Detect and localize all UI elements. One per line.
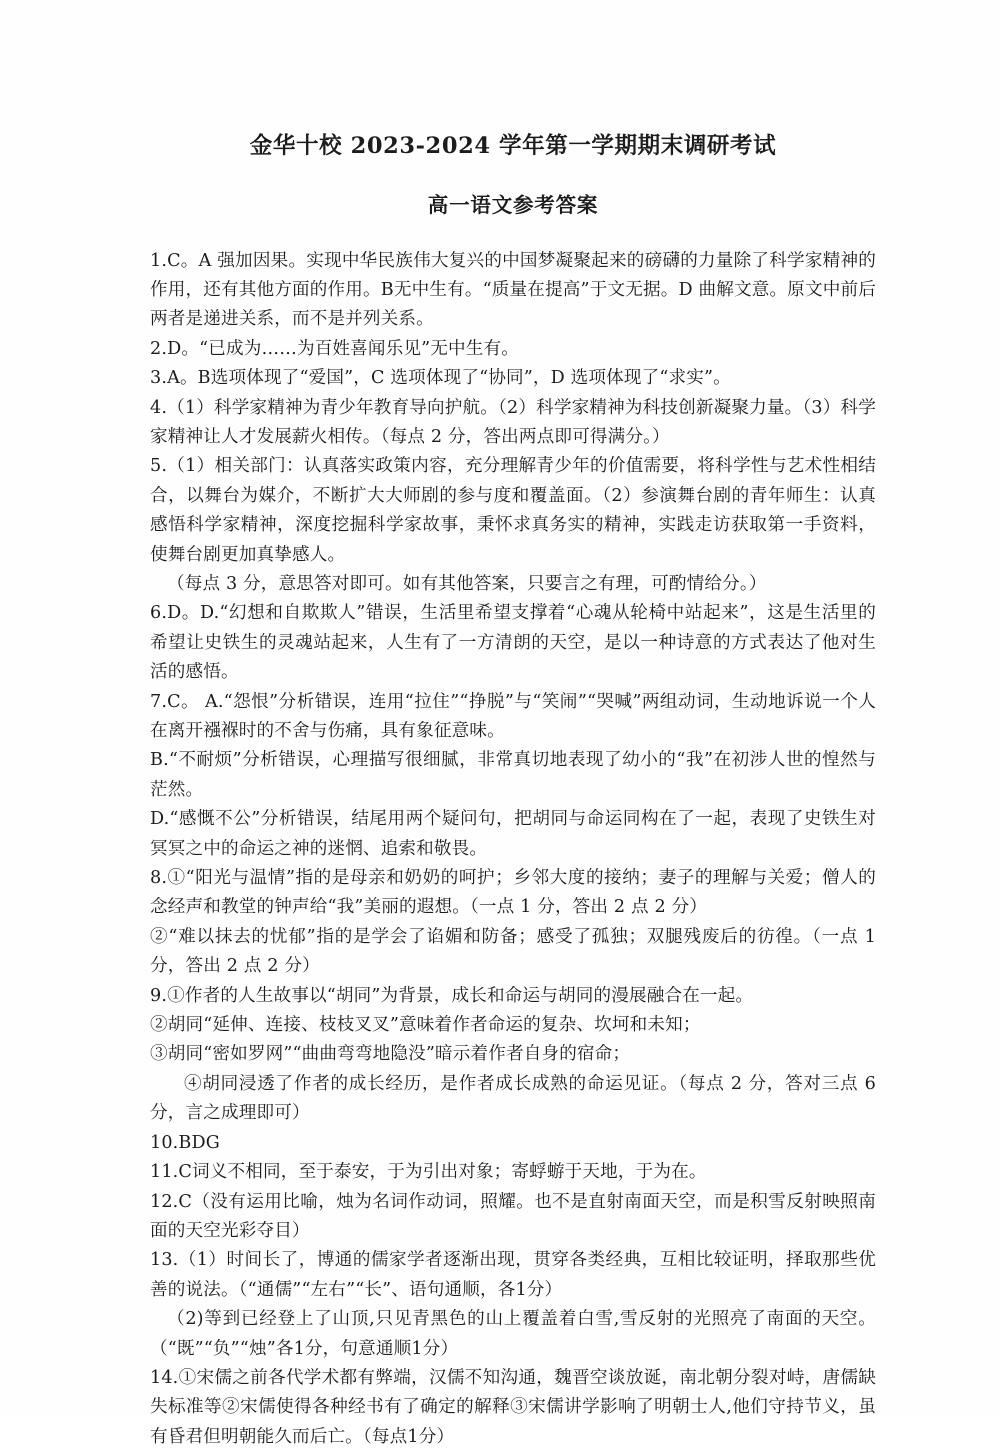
answer-item: D.“感慨不公”分析错误，结尾用两个疑问句，把胡同与命运同构在了一起，表现了史铁生对冥冥之中的命运之神的迷惘、追索和敬畏。 [150,805,876,864]
answer-item: 13.（1）时间长了，博通的儒家学者逐渐出现，贯穿各类经典，互相比较证明，择取那些优善的说法。（“通儒”“左右”“长”、语句通顺，各1分） [150,1246,876,1305]
answer-item: 4.（1）科学家精神为青少年教育导向护航。（2）科学家精神为科技创新凝聚力量。（3）科学家精神让人才发展薪火相传。（每点 2 分，答出两点即可得满分。） [150,394,876,453]
answer-item: ②“难以抹去的忧郁”指的是学会了谄媚和防备；感受了孤独；双腿残废后的彷徨。（一点 1 分，答出 2 点 2 分） [150,923,876,982]
answer-item: ④胡同浸透了作者的成长经历，是作者成长成熟的命运见证。（每点 2 分，答对三点 6 分，言之成理即可） [150,1070,876,1129]
answer-item: 14.①宋儒之前各代学术都有弊端，汉儒不知沟通，魏晋空谈放诞，南北朝分裂对峙，唐儒缺失标准等②宋儒使得各种经书有了确定的解释③宋儒讲学影响了明朝士人,他们守持节义，虽有昏君但明朝能久而后亡。（每点1分） [150,1364,876,1452]
title-block [150,0,876,221]
answer-item: 6.D。D.“幻想和自欺欺人”错误，生活里希望支撑着“心魂从轮椅中站起来”，这是生活里的希望让史铁生的灵魂站起来，人生有了一方清朗的天空，是以一种诗意的方式表达了他对生活的感悟。 [150,599,876,687]
answer-item: 2.D。“已成为……为百姓喜闻乐见”无中生有。 [150,335,876,364]
answer-item: 11.C词义不相同，至于泰安，于为引出对象；寄蜉蝣于天地，于为在。 [150,1158,876,1187]
answer-item: 3.A。B选项体现了“爱国”，C 选项体现了“协同”，D 选项体现了“求实”。 [150,364,876,393]
answer-item: 12.C（没有运用比喻，烛为名词作动词，照耀。也不是直射南面天空，而是积雪反射映照南面的天空光彩夺目） [150,1188,876,1247]
page-subtitle: 高一语文参考答案 [150,190,876,221]
page-content [150,0,876,1452]
answer-item: 8.①“阳光与温情”指的是母亲和奶奶的呵护；乡邻大度的接纳；妻子的理解与关爱；僧人的念经声和教堂的钟声给“我”美丽的遐想。（一点 1 分，答出 2 点 2 分） [150,864,876,923]
answer-item: B.“不耐烦”分析错误，心理描写很细腻，非常真切地表现了幼小的“我”在初涉人世的惶然与茫然。 [150,746,876,805]
answer-list [150,247,876,1452]
answer-item: 9.①作者的人生故事以“胡同”为背景，成长和命运与胡同的漫展融合在一起。 [150,982,876,1011]
page-title: 金华十校 2023-2024 学年第一学期期末调研考试 [150,130,876,164]
answer-item: 7.C。 A.“怨恨”分析错误，连用“拉住”“挣脱”与“笑闹”“哭喊”两组动词，生动地诉说一个人在离开襁褓时的不舍与伤痛，具有象征意味。 [150,688,876,747]
answer-item: ③胡同“密如罗网”“曲曲弯弯地隐没”暗示着作者自身的宿命； [150,1040,876,1069]
answer-item: （2)等到已经登上了山顶,只见青黑色的山上覆盖着白雪,雪反射的光照亮了南面的天空。（“既”“负”“烛”各1分，句意通顺1分） [150,1305,876,1364]
answer-item: （每点 3 分，意思答对即可。如有其他答案，只要言之有理，可酌情给分。） [150,570,876,599]
answer-item: 10.BDG [150,1129,876,1158]
answer-item: 5.（1）相关部门：认真落实政策内容，充分理解青少年的价值需要，将科学性与艺术性相结合，以舞台为媒介，不断扩大大师剧的参与度和覆盖面。（2）参演舞台剧的青年师生：认真感悟科学家精神，深度挖掘科学家故事，秉怀求真务实的精神，实践走访获取第一手资料，使舞台剧更加真挚感人。 [150,452,876,570]
answer-item: 1.C。A 强加因果。实现中华民族伟大复兴的中国梦凝聚起来的磅礴的力量除了科学家精神的作用，还有其他方面的作用。B无中生有。“质量在提高”于文无据。D 曲解文意。原文中前后两者是递进关系，而不是并列关系。 [150,247,876,335]
answer-item: ②胡同“延伸、连接、枝枝叉叉”意味着作者命运的复杂、坎坷和未知； [150,1011,876,1040]
